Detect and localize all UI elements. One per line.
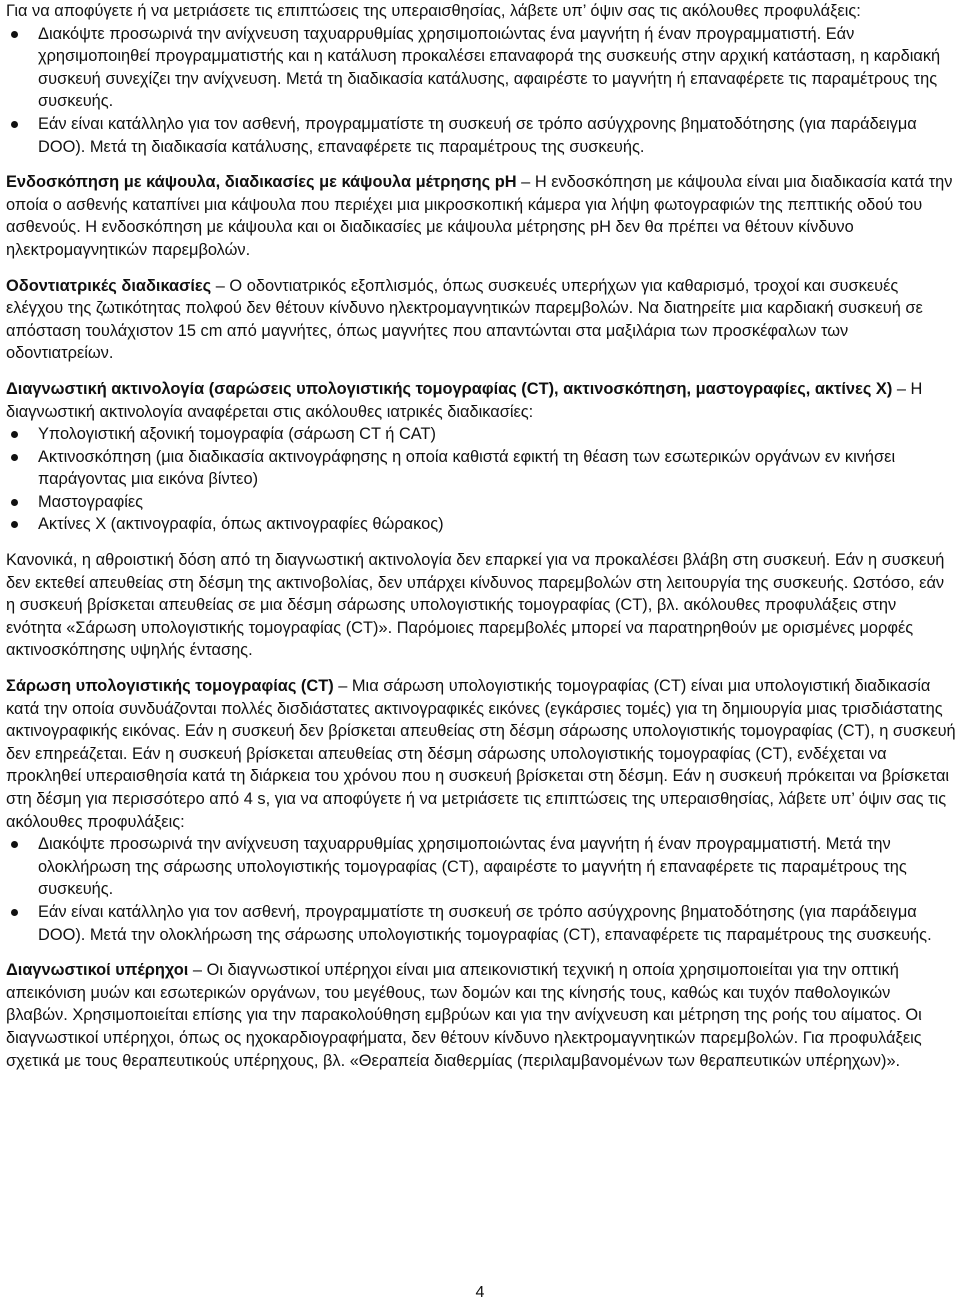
section-heading: Οδοντιατρικές διαδικασίες <box>6 276 212 295</box>
bullet-item: Μαστογραφίες <box>6 491 956 514</box>
capsule-section <box>6 171 956 261</box>
section-body: – Ο οδοντιατρικός εξοπλισμός, όπως συσκευές υπερήχων για καθαρισμό, τροχοί και συσκευές ελέγχου της ζωτικότητας πολφού δεν θέτουν κίνδυνο ηλεκτρομαγνητικών παρεμβολών. Να διατηρείτε μια καρδιακή συσκευή σε απόσταση τουλάχιστον 15 cm από μαγνήτες, όπως μαγνήτες που απαντώνται στα μαξιλάρια των προσκέφαλων των οδοντιατρείων. <box>6 276 923 363</box>
section-body: – Μια σάρωση υπολογιστικής τομογραφίας (CT) είναι μια υπολογιστική διαδικασία κατά την οποία συνδυάζονται πολλές δισδιάστατες ακτινογραφικές εικόνες (εγκάρσιες τομές) για τη δημιουργία μιας τρισδιάστατης ακτινογραφικής εικόνας. Εάν η συσκευή δεν βρίσκεται απευθείας στη δέσμη σάρωσης υπολογιστικής τομογραφίας (CT), η συσκευή δεν επηρεάζεται. Εάν η συσκευή βρίσκεται απευθείας στη δέσμη σάρωσης υπολογιστικής τομογραφίας (CT), ενδέχεται να προκληθεί υπεραισθησία κατά τη διάρκεια του χρόνου που η συσκευή βρίσκεται στη δέσμη. Εάν η συσκευή πρόκειται να βρίσκεται στη δέσμη για περισσότερο από 4 s, για να αποφύγετε ή να μετριάσετε τις επιπτώσεις της υπεραισθησίας, λάβετε υπ’ όψιν σας τις ακόλουθες προφυλάξεις: <box>6 677 956 831</box>
section-heading: Διαγνωστική ακτινολογία (σαρώσεις υπολογιστικής τομογραφίας (CT), ακτινοσκόπηση, μαστογραφίες, ακτίνες X) <box>6 379 893 398</box>
section-heading: Ενδοσκόπηση με κάψουλα, διαδικασίες με κάψουλα μέτρησης pH <box>6 173 517 192</box>
bullet-item: Εάν είναι κατάλληλο για τον ασθενή, προγραμματίστε τη συσκευή σε τρόπο ασύγχρονης βηματοδότησης (για παράδειγμα DOO). Μετά την ολοκλήρωση της σάρωσης υπολογιστικής τομογραφίας (CT), επαναφέρετε τις παραμέτρους της συσκευής. <box>6 901 956 946</box>
dental-paragraph <box>6 275 956 365</box>
intro-section <box>6 0 956 158</box>
ultrasound-paragraph <box>6 959 956 1072</box>
document-page <box>6 0 956 1072</box>
radiology-note-section <box>6 549 956 662</box>
capsule-paragraph <box>6 171 956 261</box>
section-body: – Οι διαγνωστικοί υπέρηχοι είναι μια απεικονιστική τεχνική η οποία χρησιμοποιείται για την οπτική απεικόνιση μυών και εσωτερικών οργάνων, του μεγέθους, των δομών και της κίνησής τους, καθώς και τυχόν παθολογικών βλαβών. Χρησιμοποιείται επίσης για την παρακολούθηση εμβρύων και για την ανίχνευση και μέτρηση της ροής του αίματος. Οι διαγνωστικοί υπέρηχοι, όπως ος ηχοκαρδιογραφήματα, δεν θέτουν κίνδυνο ηλεκτρομαγνητικών παρεμβολών. Για προφυλάξεις σχετικά με τους θεραπευτικούς υπέρηχους, βλ. «Θεραπεία διαθερμίας (περιλαμβανομένων των θεραπευτικών υπέρηχων)». <box>6 961 922 1070</box>
ct-section <box>6 675 956 946</box>
bullet-item: Υπολογιστική αξονική τομογραφία (σάρωση CT ή CAT) <box>6 423 956 446</box>
section-heading: Διαγνωστικοί υπέρηχοι <box>6 961 189 980</box>
dental-section <box>6 275 956 365</box>
ct-paragraph <box>6 675 956 833</box>
radiology-section <box>6 378 956 536</box>
section-body: – Η ενδοσκόπηση με κάψουλα είναι μια διαδικασία κατά την οποία ο ασθενής καταπίνει μια κάψουλα που περιέχει μια μικροσκοπική κάμερα για λήψη φωτογραφιών της πεπτικής οδού του ασθενούς. Η ενδοσκόπηση με κάψουλα και οι διαδικασίες με κάψουλα μέτρησης pH δεν θα πρέπει να θέτουν κίνδυνο ηλεκτρομαγνητικών παρεμβολών. <box>6 173 953 259</box>
radiology-paragraph <box>6 378 956 423</box>
page-number: 4 <box>475 1284 485 1301</box>
bullet-item: Διακόψτε προσωρινά την ανίχνευση ταχυαρρυθμίας χρησιμοποιώντας ένα μαγνήτη ή έναν προγραμματιστή. Μετά την ολοκλήρωση της σάρωσης υπολογιστικής τομογραφίας (CT), αφαιρέστε το μαγνήτη ή επαναφέρετε τις παραμέτρους της συσκευής. <box>6 833 956 901</box>
section-heading: Σάρωση υπολογιστικής τομογραφίας (CT) <box>6 677 334 696</box>
radiology-bullet-list <box>6 423 956 536</box>
bullet-item: Διακόψτε προσωρινά την ανίχνευση ταχυαρρυθμίας χρησιμοποιώντας ένα μαγνήτη ή έναν προγραμματιστή. Εάν χρησιμοποιηθεί προγραμματιστής και η κατάλυση προκαλέσει επαναφορά της συσκευής στην αρχική κατάσταση, η καρδιακή συσκευή συνεχίζει την ανίχνευση. Μετά τη διαδικασία κατάλυσης, αφαιρέστε το μαγνήτη ή επαναφέρετε τις παραμέτρους της συσκευής. <box>6 23 956 113</box>
intro-paragraph: Για να αποφύγετε ή να μετριάσετε τις επιπτώσεις της υπεραισθησίας, λάβετε υπ’ όψιν σας τις ακόλουθες προφυλάξεις: <box>6 2 861 20</box>
bullet-item: Ακτίνες X (ακτινογραφία, όπως ακτινογραφίες θώρακος) <box>6 513 956 536</box>
bullet-item: Εάν είναι κατάλληλο για τον ασθενή, προγραμματίστε τη συσκευή σε τρόπο ασύγχρονης βηματοδότησης (για παράδειγμα DOO). Μετά τη διαδικασία κατάλυσης, επαναφέρετε τις παραμέτρους της συσκευής. <box>6 113 956 158</box>
ultrasound-section <box>6 959 956 1072</box>
ct-bullet-list <box>6 833 956 946</box>
bullet-item: Ακτινοσκόπηση (μια διαδικασία ακτινογράφησης η οποία καθιστά εφικτή τη θέαση των εσωτερικών οργάνων εν κινήσει παράγοντας μια εικόνα βίντεο) <box>6 446 956 491</box>
intro-bullet-list <box>6 23 956 159</box>
radiology-note-paragraph: Κανονικά, η αθροιστική δόση από τη διαγνωστική ακτινολογία δεν επαρκεί για να προκαλέσει βλάβη στη συσκευή. Εάν η συσκευή δεν εκτεθεί απευθείας στη δέσμη της ακτινοβολίας, δεν υπάρχει κίνδυνος παρεμβολών στη λειτουργία της συσκευής. Ωστόσο, εάν η συσκευή βρίσκεται απευθείας σε μια δέσμη σάρωσης υπολογιστικής τομογραφίας (CT), βλ. ακόλουθες προφυλάξεις στην ενότητα «Σάρωση υπολογιστικής τομογραφίας (CT)». Παρόμοιες παρεμβολές μπορεί να παρατηρηθούν με ορισμένες μορφές ακτινοσκόπησης υψηλής έντασης. <box>6 551 945 660</box>
section-body: – Η διαγνωστική ακτινολογία αναφέρεται στις ακόλουθες ιατρικές διαδικασίες: <box>6 379 923 421</box>
